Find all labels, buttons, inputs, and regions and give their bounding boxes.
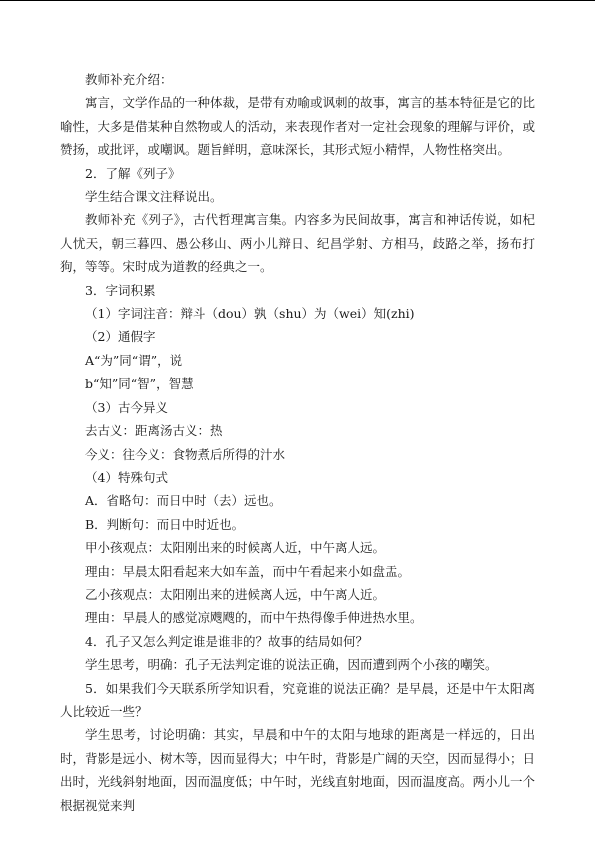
paragraph-teacher-intro-heading: 教师补充介绍：: [85, 72, 173, 87]
paragraph-gujin-heading: （3）古今异义: [85, 399, 168, 415]
paragraph-child-b-reason: 理由：早晨人的感觉凉飕飕的，而中午热得像手伸进热水里。: [85, 610, 423, 626]
paragraph-tongjiazi-b: b“知”同“智”，智慧: [85, 376, 194, 392]
paragraph-gu-yi: 去古义：距离汤古义：热: [85, 423, 223, 439]
paragraph-child-a-reason: 理由：早晨太阳看起来大如车盖，而中午看起来小如盘盂。: [85, 563, 411, 579]
paragraph-pronunciation: （1）字词注音：辩斗（dou）孰（shu）为（wei）知(zhi): [85, 306, 415, 322]
paragraph-judgment-sentence: B．判断句：而日中时近也。: [85, 516, 245, 532]
paragraph-special-sentences-heading: （4）特殊句式: [85, 469, 168, 485]
paragraph-jin-yi: 今义：往今义：食物煮后所得的汁水: [85, 446, 286, 462]
paragraph-section-3-heading: 3．字词积累: [85, 282, 156, 298]
paragraph-ellipsis-sentence: A．省略句：而日中时（去）远也。: [85, 493, 282, 509]
header-rule: [0, 0, 595, 1]
paragraph-tongjiazi-a: A“为”同“谓”，说: [85, 352, 183, 368]
paragraph-question-5: 5．如果我们今天联系所学知识看，究竟谁的说法正确？是早晨，还是中午太阳离人比较近一些？: [60, 680, 535, 719]
paragraph-tongjiazi-heading: （2）通假字: [85, 329, 156, 345]
paragraph-liezi-intro: 教师补充《列子》，古代哲理寓言集。内容多为民间故事，寓言和神话传说，如杞人忧天，朝三暮四、愚公移山、两小儿辩日、纪昌学射、方相马，歧路之举，扬布打狗，等等。宋时成为道教的经典之一。: [60, 212, 535, 275]
paragraph-answer-5: 学生思考，讨论明确：其实，早晨和中午的太阳与地球的距离是一样远的，日出时，背影是远小、树木等，因而显得大；中午时，背影是广阔的天空，因而显得小；日出时，光线斜射地面，因而温度低；中午时，光线直射地面，因而温度高。两小儿一个根据视觉来判: [60, 727, 536, 813]
paragraph-student-notes: 学生结合课文注释说出。: [85, 189, 223, 205]
document-body: [60, 68, 535, 817]
paragraph-question-4: 4．孔子又怎么判定谁是谁非的？故事的结局如何？: [85, 633, 368, 649]
paragraph-child-a-view: 甲小孩观点：太阳刚出来的时候离人近，中午离人远。: [85, 540, 386, 556]
paragraph-fable-definition: 寓言，文学作品的一种体裁，是带有劝喻或讽刺的故事，寓言的基本特征是它的比喻性，大多是借某种自然物或人的活动，来表现作者对一定社会现象的理解与评价，或赞扬，或批评，或嘲讽。题旨鲜明，意味深长，其形式短小精悍，人物性格突出。: [60, 95, 536, 158]
paragraph-answer-4: 学生思考，明确：孔子无法判定谁的说法正确，因而遭到两个小孩的嘲笑。: [85, 657, 498, 673]
paragraph-section-2-heading: 2．了解《列子》: [85, 165, 181, 181]
paragraph-child-b-view: 乙小孩观点：太阳刚出来的进候离人远，中午离人近。: [85, 586, 386, 602]
